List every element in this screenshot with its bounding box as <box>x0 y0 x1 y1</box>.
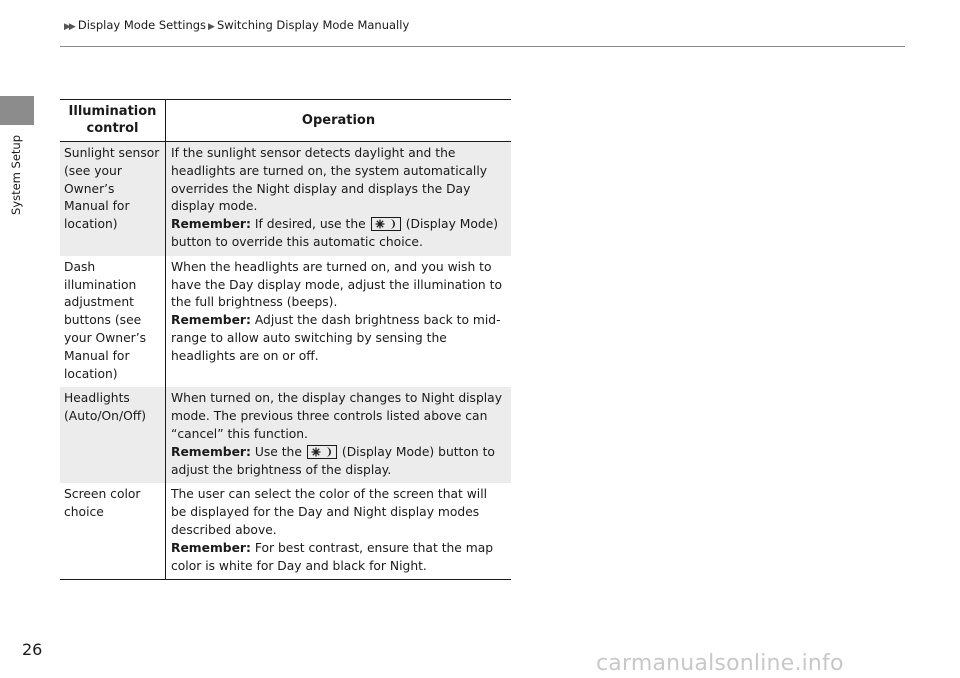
remember-text: Use the <box>254 444 302 459</box>
breadcrumb <box>64 18 409 32</box>
section-side-label: System Setup <box>9 134 23 215</box>
remember-label: Remember: <box>171 444 251 459</box>
control-cell: Dash illumination adjustment buttons (see your Owner’s Manual for location) <box>60 256 166 388</box>
remember-label: Remember: <box>171 313 251 328</box>
double-triangle-right-icon: ▶▶ <box>64 22 74 32</box>
remember-text: For best contrast, ensure that the map color is white for Day and black for Night. <box>171 540 494 573</box>
remember-text: Adjust the dash brightness back to mid-range to allow auto switching by sensing the headlights are on or off. <box>171 313 501 363</box>
section-tab-marker <box>0 96 34 125</box>
operation-cell <box>166 483 512 579</box>
operation-text: When the headlights are turned on, and you wish to have the Day display mode, adjust the illumination to the full brightness (beeps). <box>171 259 502 310</box>
remember-text-continued: (Display Mode) button to override this automatic choice. <box>171 217 499 249</box>
control-cell: Sunlight sensor (see your Owner’s Manual for location) <box>60 142 166 256</box>
operation-text: If the sunlight sensor detects daylight and the headlights are turned on, the system automatically overrides the Night display and displays the Day display mode. <box>171 146 488 214</box>
table-row <box>60 387 511 483</box>
operation-cell <box>166 387 512 483</box>
operation-text: When turned on, the display changes to Night display mode. The previous three controls listed above can “cancel” this function. <box>171 391 502 441</box>
table-header-row <box>60 100 511 142</box>
operation-cell <box>166 142 512 256</box>
remember-label: Remember: <box>171 540 251 555</box>
table-row <box>60 142 511 256</box>
illumination-operation-table <box>60 99 511 580</box>
display-mode-button-icon <box>307 445 337 459</box>
display-mode-button-icon <box>371 217 401 231</box>
remember-text-continued: (Display Mode) button to adjust the brightness of the display. <box>171 444 495 477</box>
control-cell: Screen color choice <box>60 483 166 579</box>
column-header-illumination-control: Illumination control <box>60 100 166 142</box>
page-number: 26 <box>22 640 43 659</box>
breadcrumb-item-display-mode-settings[interactable]: Display Mode Settings <box>77 18 207 32</box>
remember-text: If desired, use the <box>254 217 366 232</box>
table-row <box>60 256 511 388</box>
table-row <box>60 483 511 579</box>
watermark: carmanualsonline.info <box>596 651 844 676</box>
header-divider <box>60 46 905 47</box>
operation-text: The user can select the color of the screen that will be displayed for the Day and Night display modes described above. <box>171 487 488 537</box>
operation-cell <box>166 256 512 388</box>
double-triangle-right-icon: ▶ <box>208 22 213 32</box>
remember-label: Remember: <box>171 217 251 232</box>
control-cell: Headlights (Auto/On/Off) <box>60 387 166 483</box>
breadcrumb-item-switching-display-mode[interactable]: Switching Display Mode Manually <box>216 18 410 32</box>
column-header-operation: Operation <box>166 100 512 142</box>
